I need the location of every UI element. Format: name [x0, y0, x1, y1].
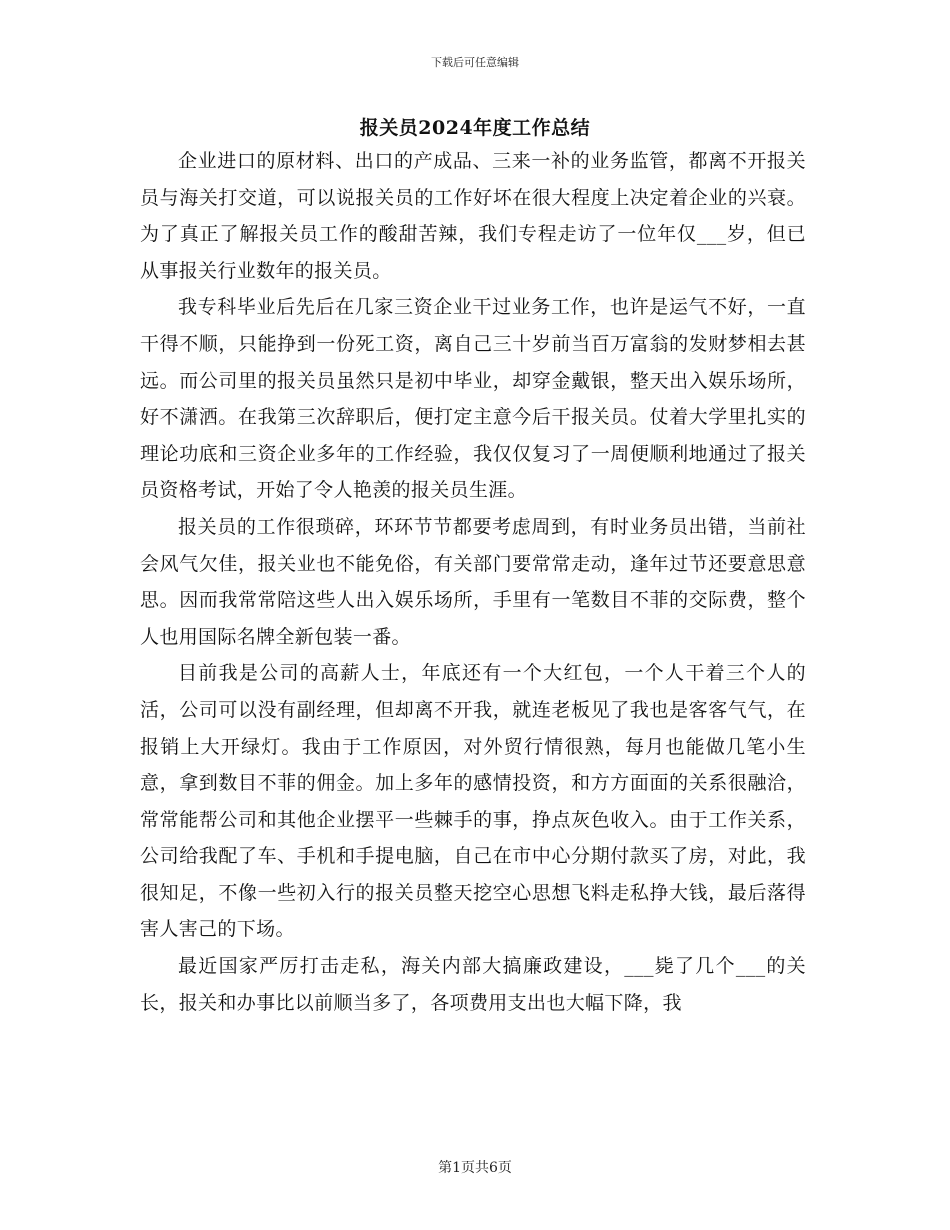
document-title: 报关员2024年度工作总结 [359, 117, 591, 139]
header-note: 下载后可任意编辑 [431, 56, 519, 69]
paragraph-2: 我专科毕业后先后在几家三资企业干过业务工作，也许是运气不好，一直干得不顺，只能挣到一份死工资，离自己三十岁前当百万富翁的发财梦相去甚远。而公司里的报关员虽然只是初中毕业，却穿金戴银，整天出入娱乐场所，好不潇洒。在我第三次辞职后，便打定主意今后干报关员。仗着大学里扎实的理论功底和三资企业多年的工作经验，我仅仅复习了一周便顺利地通过了报关员资格考试，开始了令人艳羡的报关员生涯。 [140, 296, 806, 502]
page-number: 第1页共6页 [438, 1160, 512, 1176]
paragraph-3: 报关员的工作很琐碎，环环节节都要考虑周到，有时业务员出错，当前社会风气欠佳，报关业也不能免俗，有关部门要常常走动，逢年过节还要意思意思。因而我常常陪这些人出入娱乐场所，手里有一笔数目不菲的交际费，整个人也用国际名牌全新包装一番。 [140, 515, 806, 648]
paragraph-4: 目前我是公司的高薪人士，年底还有一个大红包，一个人干着三个人的活，公司可以没有副经理，但却离不开我，就连老板见了我也是客客气气，在报销上大开绿灯。我由于工作原因，对外贸行情很熟，每月也能做几笔小生意，拿到数目不菲的佣金。加上多年的感情投资，和方方面面的关系很融洽，常常能帮公司和其他企业摆平一些棘手的事，挣点灰色收入。由于工作关系，公司给我配了车、手机和手提电脑，自己在市中心分期付款买了房，对此，我很知足，不像一些初入行的报关员整天挖空心思想飞料走私挣大钱，最后落得害人害己的下场。 [140, 662, 806, 941]
paragraph-5: 最近国家严厉打击走私，海关内部大搞廉政建设，___毙了几个___的关长，报关和办事比以前顺当多了，各项费用支出也大幅下降，我 [140, 955, 806, 1014]
document-body [140, 143, 806, 1021]
paragraph-1: 企业进口的原材料、出口的产成品、三来一补的业务监管，都离不开报关员与海关打交道，可以说报关员的工作好坏在很大程度上决定着企业的兴衰。为了真正了解报关员工作的酸甜苦辣，我们专程走访了一位年仅___岁，但已从事报关行业数年的报关员。 [140, 150, 806, 282]
